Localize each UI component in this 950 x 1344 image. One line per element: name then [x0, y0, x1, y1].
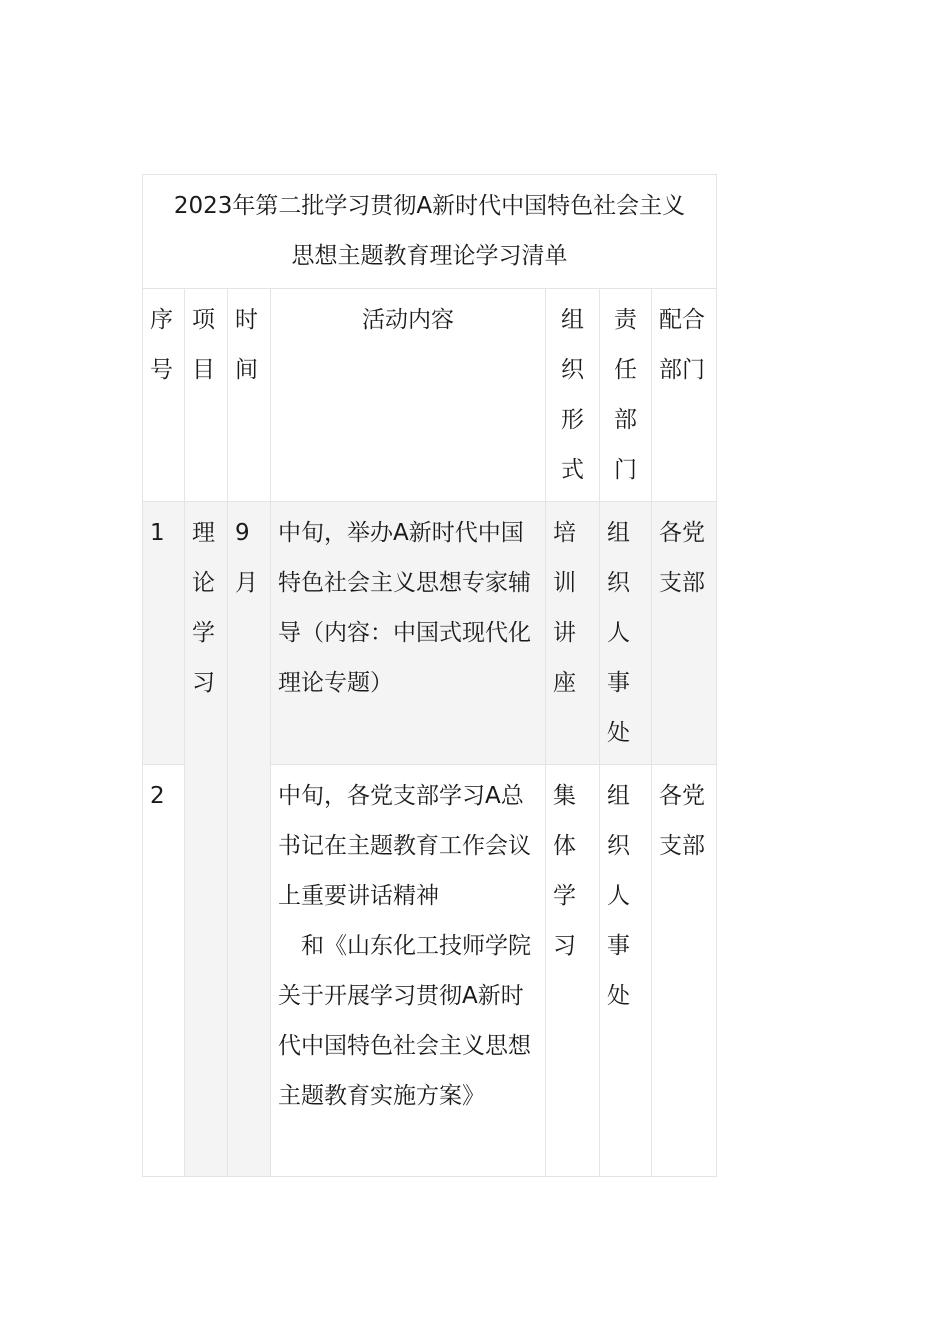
row-1-dept: 组织人事处 [600, 502, 652, 765]
row-2-content-part-2 [278, 921, 538, 1121]
row-2-form: 集体学习 [546, 765, 600, 1177]
row-2-coop: 各党支部 [652, 765, 717, 1177]
study-list-table [142, 174, 717, 1177]
title-row [143, 175, 717, 289]
table-row [143, 502, 717, 765]
row-1-seq: 1 [143, 502, 185, 765]
header-content: 活动内容 [271, 289, 546, 502]
title-line-2: 思想主题教育理论学习清单 [291, 243, 568, 269]
row-2-content [271, 765, 546, 1177]
header-dept: 责任部门 [600, 289, 652, 502]
header-coop: 配合部门 [652, 289, 717, 502]
row-1-content: 中旬，举办A新时代中国特色社会主义思想专家辅导（内容：中国式现代化理论专题） [271, 502, 546, 765]
header-row [143, 289, 717, 502]
title-line-1: 2023年第二批学习贯彻A新时代中国特色社会主义 [173, 193, 686, 219]
header-form: 组织形式 [546, 289, 600, 502]
row-item: 理论学习 [185, 502, 228, 1177]
header-item: 项目 [185, 289, 228, 502]
table-title [143, 175, 717, 289]
row-1-form: 培训讲座 [546, 502, 600, 765]
row-1-coop: 各党支部 [652, 502, 717, 765]
header-time: 时间 [228, 289, 271, 502]
header-seq: 序号 [143, 289, 185, 502]
row-2-dept: 组织人事处 [600, 765, 652, 1177]
row-time: 9月 [228, 502, 271, 1177]
row-2-content-part-1: 中旬，各党支部学习A总书记在主题教育工作会议上重要讲话精神 [278, 783, 531, 909]
document-page [142, 174, 717, 1177]
row-2-seq: 2 [143, 765, 185, 1177]
row-2-content-part-2-text: 和《山东化工技师学院关于开展学习贯彻A新时代中国特色社会主义思想主题教育实施方案》 [278, 933, 531, 1109]
